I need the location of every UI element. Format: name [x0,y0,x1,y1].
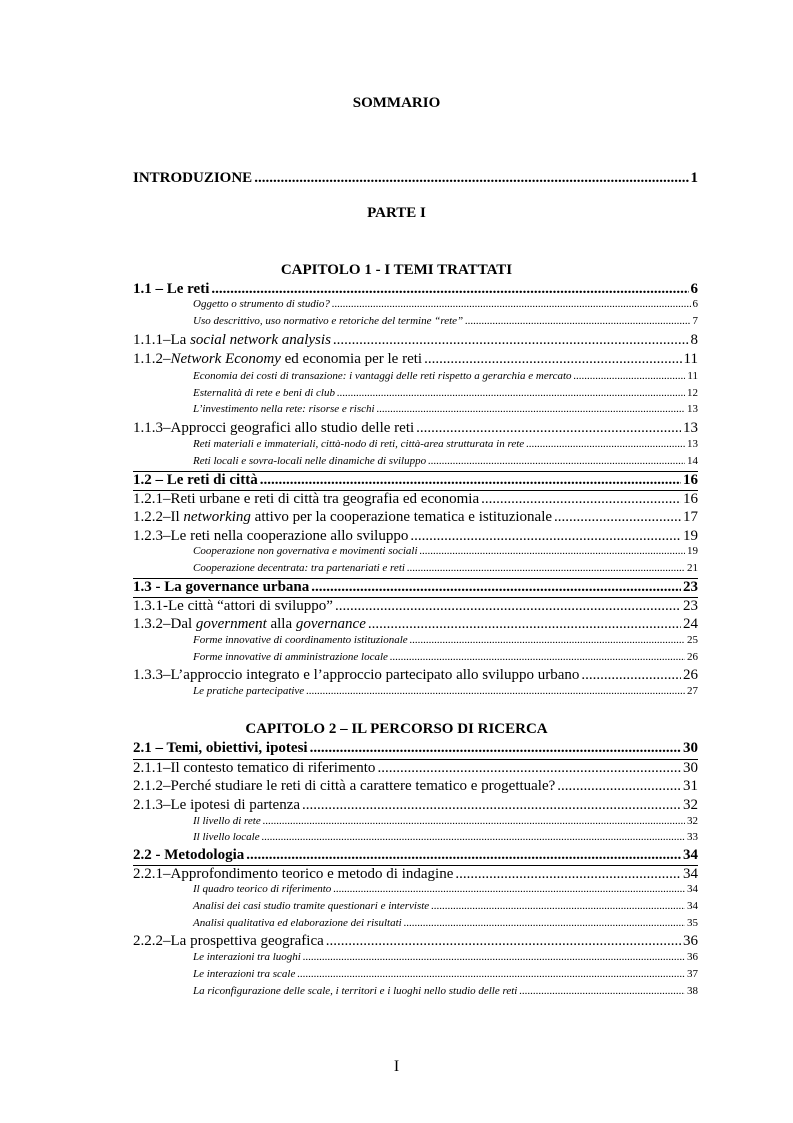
toc-entry[interactable]: Le pratiche partecipative ..... 27 [193,685,698,697]
toc-entry[interactable]: Esternalità di rete e beni di club ..... 12 [193,387,698,399]
toc-entry[interactable]: Reti locali e sovra-locali nelle dinamiche di sviluppo ..... 14 [193,455,698,467]
toc-entry[interactable]: 1.3 - La governance urbana ..... 23 [133,578,698,596]
part-heading: PARTE I [367,205,426,221]
toc-entry[interactable]: Forme innovative di amministrazione locale ..... 26 [193,651,698,663]
toc-entry[interactable]: 2.1.1–Il contesto tematico di riferimento ..... 30 [133,759,698,777]
toc-entry[interactable]: 1.2.2–Il networking attivo per la cooperazione tematica e istituzionale ..... 17 [133,509,698,526]
toc-entry[interactable]: 2.1.3–Le ipotesi di partenza ..... 32 [133,797,698,814]
toc-entry[interactable]: 1.3.2–Dal government alla governance ..... 24 [133,616,698,633]
toc-entry[interactable]: Cooperazione decentrata: tra partenariati e reti ..... 21 [193,562,698,574]
toc-entry[interactable]: 1.1.3–Approcci geografici allo studio delle reti ..... 13 [133,420,698,437]
page-number: I [393,1058,400,1075]
toc-entry[interactable]: Cooperazione non governativa e movimenti sociali ..... 19 [193,545,698,557]
toc-entry[interactable]: 1.2 – Le reti di città ..... 16 [133,471,698,489]
toc-entry[interactable]: 1.1 – Le reti ..... 6 [133,281,698,298]
toc-entry[interactable]: 1.2.1–Reti urbane e reti di città tra geografia ed economia ..... 16 [133,490,698,508]
toc-entry[interactable]: La riconfigurazione delle scale, i territori e i luoghi nello studio delle reti ..... 38 [193,985,698,997]
toc-entry[interactable]: L’investimento nella rete: risorse e rischi ..... 13 [193,403,698,415]
toc-entry[interactable] [133,170,698,187]
toc-entry[interactable]: Oggetto o strumento di studio? ..... 6 [193,298,698,310]
toc-page: 1 [690,170,698,186]
toc-entry[interactable]: Forme innovative di coordinamento istituzionale ..... 25 [193,634,698,646]
toc-entry[interactable]: 2.2 - Metodologia ..... 34 [133,847,698,864]
toc-entry[interactable]: 1.3.3–L’approccio integrato e l’approccio partecipato allo sviluppo urbano ..... 26 [133,667,698,684]
toc-entry[interactable]: Il livello locale ..... 33 [193,831,698,843]
chapter-heading: CAPITOLO 1 - I TEMI TRATTATI [280,262,513,278]
toc-entry[interactable]: 2.1.2–Perché studiare le reti di città a carattere tematico e progettuale? ..... 31 [133,778,698,795]
toc-entry[interactable]: Analisi dei casi studio tramite questionari e interviste ..... 34 [193,900,698,912]
toc-entry[interactable]: Le interazioni tra scale ..... 37 [193,968,698,980]
toc-entry[interactable]: 2.2.2–La prospettiva geografica ..... 36 [133,933,698,950]
toc-entry[interactable]: 1.1.1–La social network analysis ..... 8 [133,332,698,349]
toc-entry[interactable]: Le interazioni tra luoghi ..... 36 [193,951,698,963]
toc-entry[interactable]: Il livello di rete ..... 32 [193,815,698,827]
toc-entry[interactable]: Reti materiali e immateriali, città-nodo di reti, città-area strutturata in rete ..... 13 [193,438,698,450]
chapter-heading: CAPITOLO 2 – IL PERCORSO DI RICERCA [245,721,548,737]
page-title: SOMMARIO [352,95,441,111]
toc-entry[interactable]: Uso descrittivo, uso normativo e retoriche del termine “rete” ..... 7 [193,315,698,327]
toc-entry[interactable]: 2.2.1–Approfondimento teorico e metodo di indagine ..... 34 [133,865,698,883]
toc-entry[interactable]: 1.2.3–Le reti nella cooperazione allo sviluppo ..... 19 [133,528,698,545]
toc-entry[interactable]: 1.1.2–Network Economy ed economia per le reti ..... 11 [133,351,698,368]
toc-entry[interactable]: Economia dei costi di transazione: i vantaggi delle reti rispetto a gerarchia e mercato ..... 11 [193,370,698,382]
toc-entry[interactable]: Analisi qualitativa ed elaborazione dei risultati ..... 35 [193,917,698,929]
toc-entry[interactable]: Il quadro teorico di riferimento ..... 34 [193,883,698,895]
toc-entry[interactable]: 2.1 – Temi, obiettivi, ipotesi ..... 30 [133,740,698,757]
toc-entry[interactable]: 1.3.1-Le città “attori di sviluppo” ..... 23 [133,597,698,615]
toc-label: INTRODUZIONE [133,170,253,186]
